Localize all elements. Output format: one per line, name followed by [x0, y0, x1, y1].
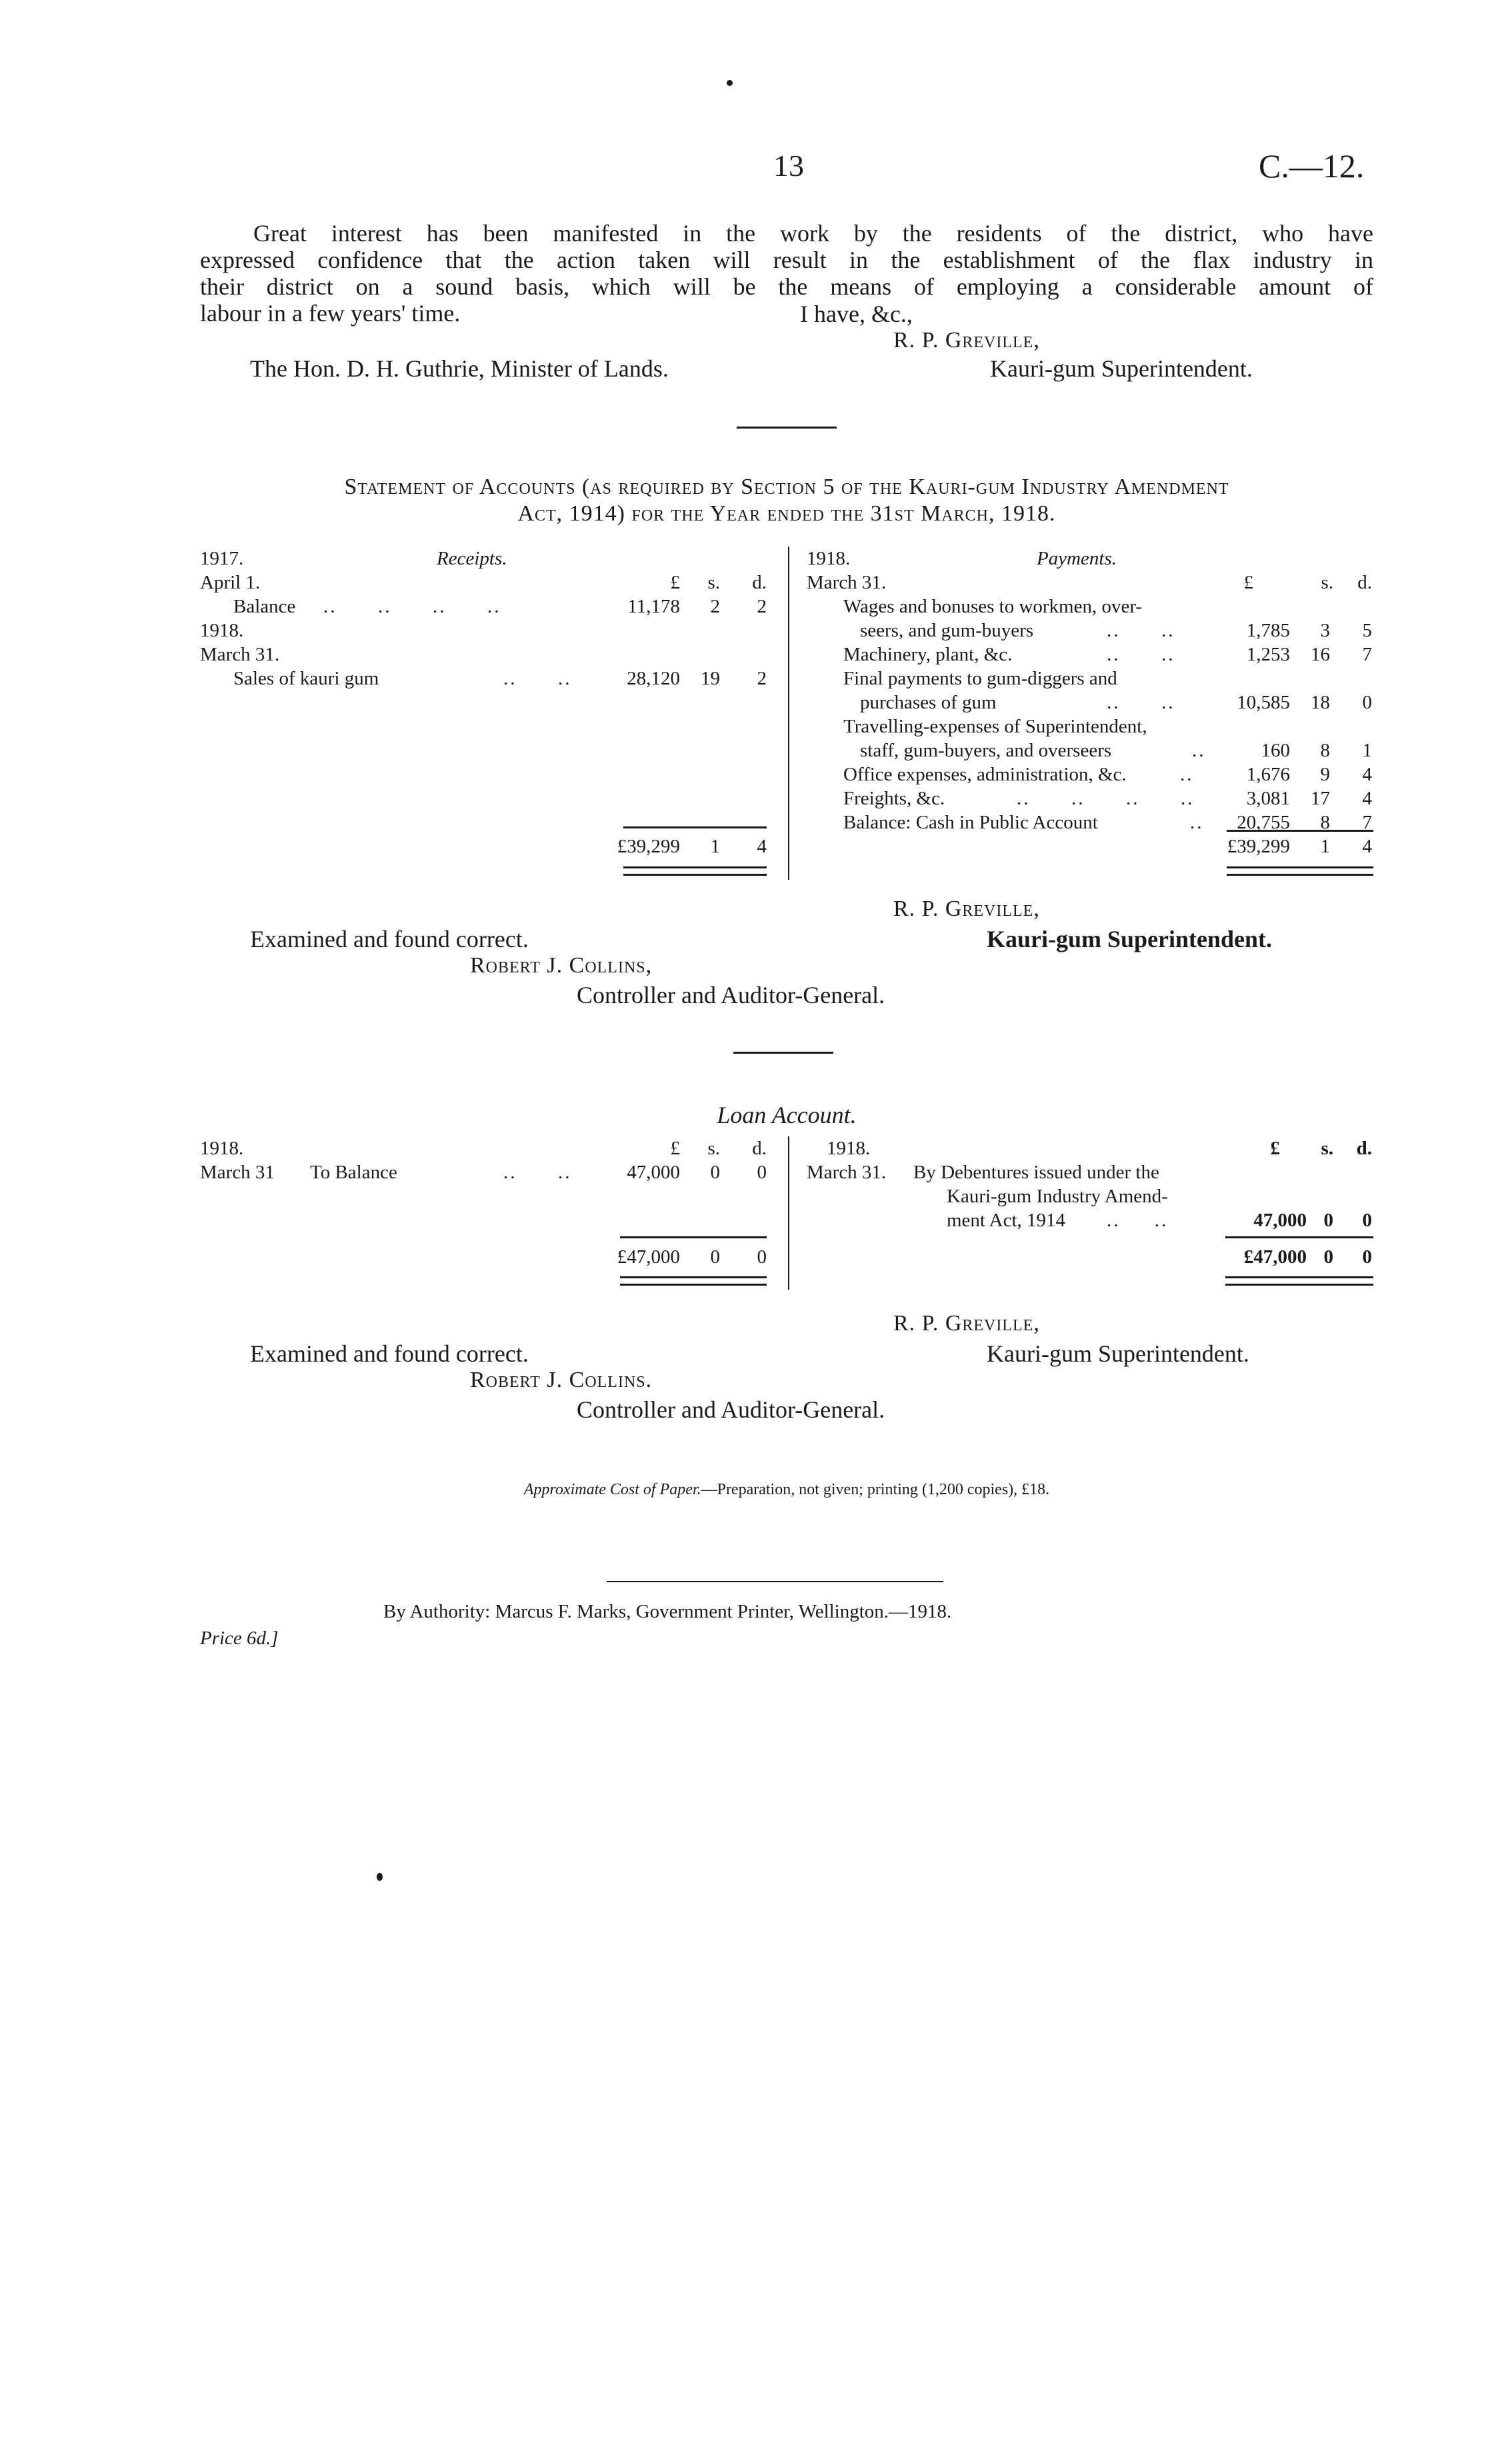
receipts-heading: Receipts. [437, 548, 507, 569]
loan-debit-amount-shillings: 0 [710, 1162, 720, 1183]
payments-amount-pence-5: 4 [1362, 764, 1372, 785]
statement-superintendent-title: Kauri-gum Superintendent. [987, 926, 1273, 952]
payments-amount-pounds-1: 1,785 [1246, 620, 1290, 641]
print-speck [377, 1873, 383, 1881]
receipts-total-shillings: 1 [710, 836, 720, 857]
receipts-total-pence: 4 [757, 836, 767, 857]
payments-amount-shillings-6: 17 [1311, 788, 1330, 809]
payments-amount-pounds-2: 1,253 [1246, 644, 1290, 665]
printing-cost-label: Approximate Cost of Paper. [523, 1481, 701, 1498]
payments-leader-3: .. .. [1107, 692, 1175, 713]
letter-signatory-title: Kauri-gum Superintendent. [990, 355, 1253, 382]
receipts-amount-shillings-1: 2 [710, 596, 720, 617]
loan-debit-pence-header: d. [752, 1138, 767, 1159]
receipts-amount-pence-2: 2 [757, 668, 767, 689]
receipts-total-rule [623, 826, 767, 828]
letter-line-1: Great interest has been manifested in the work by the residents of the district, who have [253, 220, 1373, 247]
loan-debit-item: To Balance [310, 1162, 397, 1183]
authority-rule [607, 1581, 943, 1582]
statement-auditor-name: Robert J. Collins, [470, 953, 653, 978]
price-note: Price 6d.] [200, 1628, 279, 1649]
letter-addressee: The Hon. D. H. Guthrie, Minister of Lands. [250, 355, 669, 382]
payments-total-pounds: £39,299 [1227, 836, 1290, 857]
statement-title-line-2: Act, 1914) for the Year ended the 31st March, 1918. [517, 501, 1056, 526]
loan-credit-item-line-1: By Debentures issued under the [913, 1162, 1159, 1183]
payments-leader-5: .. [1180, 764, 1194, 785]
letter-line-2: expressed confidence that the action taken will result in the establishment of the flax industry in [200, 247, 1373, 273]
payments-amount-pounds-3: 10,585 [1237, 692, 1290, 713]
payments-amount-pence-6: 4 [1362, 788, 1372, 809]
loan-debit-amount-pounds: 47,000 [627, 1162, 680, 1183]
loan-debit-date: March 31 [200, 1162, 275, 1183]
loan-debit-total-double-rule [620, 1276, 767, 1286]
loan-credit-amount-pounds: 47,000 [1253, 1210, 1307, 1231]
loan-debit-year: 1918. [200, 1138, 244, 1159]
loan-credit-pence-header: d. [1356, 1138, 1372, 1159]
receipts-pence-header: d. [752, 572, 767, 593]
loan-credit-total-shillings: 0 [1323, 1246, 1333, 1268]
authority-line: By Authority: Marcus F. Marks, Government Printer, Wellington.—1918. [383, 1601, 952, 1622]
printing-cost-text: —Preparation, not given; printing (1,200 copies), £18. [701, 1481, 1050, 1498]
payments-amount-pence-3: 0 [1362, 692, 1372, 713]
document-reference: C.—12. [1259, 147, 1365, 185]
payments-item-wages-line-1: Wages and bonuses to workmen, over- [843, 596, 1143, 617]
loan-credit-leader: .. .. [1107, 1210, 1169, 1231]
receipts-leader-1: .. .. .. .. [323, 596, 501, 617]
receipts-leader-2: .. .. [503, 668, 572, 689]
payments-amount-pence-7: 7 [1362, 812, 1372, 833]
receipts-pounds-header: £ [670, 572, 680, 593]
loan-credit-amount-pence: 0 [1362, 1210, 1372, 1231]
loan-credit-date: March 31. [807, 1162, 887, 1183]
page-number: 13 [773, 149, 804, 183]
loan-debit-pounds-header: £ [670, 1138, 680, 1159]
payments-amount-shillings-1: 3 [1320, 620, 1330, 641]
letter-line-3: their district on a sound basis, which will be the means of employing a considerable amount of [200, 273, 1373, 300]
receipts-date-april-1: April 1. [200, 572, 261, 593]
payments-amount-pence-1: 5 [1362, 620, 1372, 641]
payments-pounds-header: £ [1243, 572, 1253, 593]
payments-total-shillings: 1 [1320, 836, 1330, 857]
payments-total-pence: 4 [1362, 836, 1372, 857]
loan-center-divider [788, 1136, 789, 1290]
loan-credit-total-rule [1225, 1236, 1373, 1238]
payments-item-machinery: Machinery, plant, &c. [843, 644, 1013, 665]
payments-item-balance: Balance: Cash in Public Account [843, 812, 1098, 833]
loan-superintendent-name: R. P. Greville, [893, 1311, 1040, 1336]
loan-credit-pounds-header: £ [1270, 1138, 1280, 1159]
statement-auditor-title: Controller and Auditor-General. [577, 982, 885, 1008]
payments-year-1918: 1918. [807, 548, 851, 569]
payments-leader-6: .. .. .. .. [1017, 788, 1195, 809]
payments-item-office-expenses: Office expenses, administration, &c. [843, 764, 1127, 785]
receipts-year-1917: 1917. [200, 548, 244, 569]
loan-debit-total-pounds: £47,000 [617, 1246, 680, 1268]
receipts-amount-pence-1: 2 [757, 596, 767, 617]
payments-amount-shillings-7: 8 [1320, 812, 1330, 833]
payments-amount-shillings-4: 8 [1320, 740, 1330, 761]
payments-date-march-31: March 31. [807, 572, 887, 593]
receipts-shillings-header: s. [707, 572, 720, 593]
loan-debit-amount-pence: 0 [757, 1162, 767, 1183]
loan-debit-total-rule [620, 1236, 767, 1238]
loan-debit-shillings-header: s. [707, 1138, 720, 1159]
receipts-amount-pounds-2: 28,120 [627, 668, 680, 689]
payments-amount-pounds-4: 160 [1261, 740, 1290, 761]
loan-credit-total-pounds: £47,000 [1243, 1246, 1307, 1268]
payments-amount-shillings-3: 18 [1311, 692, 1330, 713]
statement-examined: Examined and found correct. [250, 926, 529, 952]
loan-auditor-title: Controller and Auditor-General. [577, 1396, 885, 1423]
letter-paragraph [200, 220, 1373, 327]
payments-item-travelling-line-2: staff, gum-buyers, and overseers [860, 740, 1112, 761]
payments-pence-header: d. [1357, 572, 1372, 593]
loan-superintendent-title: Kauri-gum Superintendent. [987, 1340, 1249, 1367]
statement-title-line-1: Statement of Accounts (as required by Section 5 of the Kauri-gum Industry Amendment [344, 475, 1229, 499]
payments-amount-pence-2: 7 [1362, 644, 1372, 665]
payments-leader-2: .. .. [1107, 644, 1175, 665]
payments-total-rule [1227, 830, 1373, 832]
payments-item-final-payments-line-2: purchases of gum [860, 692, 997, 713]
letter-signatory: R. P. Greville, [893, 328, 1040, 353]
receipts-year-1918: 1918. [200, 620, 244, 641]
loan-account-title: Loan Account. [717, 1102, 857, 1128]
loan-credit-shillings-header: s. [1321, 1138, 1333, 1159]
payments-shillings-header: s. [1321, 572, 1333, 593]
payments-amount-pounds-5: 1,676 [1246, 764, 1290, 785]
print-speck [727, 80, 733, 86]
receipts-date-march-31: March 31. [200, 644, 280, 665]
loan-auditor-name: Robert J. Collins. [470, 1368, 653, 1392]
receipts-amount-pounds-1: 11,178 [627, 596, 680, 617]
loan-section-divider [733, 1052, 833, 1054]
printing-cost-note [200, 1481, 1373, 1499]
payments-leader-7: .. [1190, 812, 1204, 833]
receipts-total-pounds: £39,299 [617, 836, 680, 857]
loan-examined: Examined and found correct. [250, 1340, 529, 1367]
statement-superintendent-name: R. P. Greville, [893, 896, 1040, 921]
payments-item-final-payments-line-1: Final payments to gum-diggers and [843, 668, 1117, 689]
receipts-item-sales: Sales of kauri gum [233, 668, 379, 689]
letter-closing: I have, &c., [800, 301, 913, 327]
loan-debit-total-pence: 0 [757, 1246, 767, 1268]
receipts-amount-shillings-2: 19 [701, 668, 720, 689]
loan-credit-amount-shillings: 0 [1323, 1210, 1333, 1231]
receipts-total-double-rule [623, 866, 767, 876]
loan-debit-leader: .. .. [503, 1162, 572, 1183]
payments-amount-shillings-5: 9 [1320, 764, 1330, 785]
accounts-center-divider [788, 547, 789, 880]
section-divider [737, 427, 837, 429]
payments-amount-pence-4: 1 [1362, 740, 1372, 761]
payments-item-freights: Freights, &c. [843, 788, 945, 809]
loan-credit-year: 1918. [827, 1138, 871, 1159]
letter-line-4: labour in a few years' time. [200, 300, 461, 327]
payments-amount-pounds-6: 3,081 [1246, 788, 1290, 809]
loan-debit-total-shillings: 0 [710, 1246, 720, 1268]
loan-credit-total-pence: 0 [1362, 1246, 1372, 1268]
payments-item-wages-line-2: seers, and gum-buyers [860, 620, 1034, 641]
loan-credit-total-double-rule [1225, 1276, 1373, 1286]
payments-heading: Payments. [1037, 548, 1117, 569]
payments-leader-1: .. .. [1107, 620, 1175, 641]
receipts-item-balance: Balance [233, 596, 296, 617]
loan-credit-item-line-2: Kauri-gum Industry Amend- [947, 1186, 1168, 1207]
payments-amount-shillings-2: 16 [1311, 644, 1330, 665]
loan-credit-item-line-3: ment Act, 1914 [947, 1210, 1066, 1231]
payments-total-double-rule [1227, 866, 1373, 876]
payments-amount-pounds-7: 20,755 [1237, 812, 1290, 833]
payments-leader-4: .. [1192, 740, 1206, 761]
payments-item-travelling-line-1: Travelling-expenses of Superintendent, [843, 716, 1147, 737]
